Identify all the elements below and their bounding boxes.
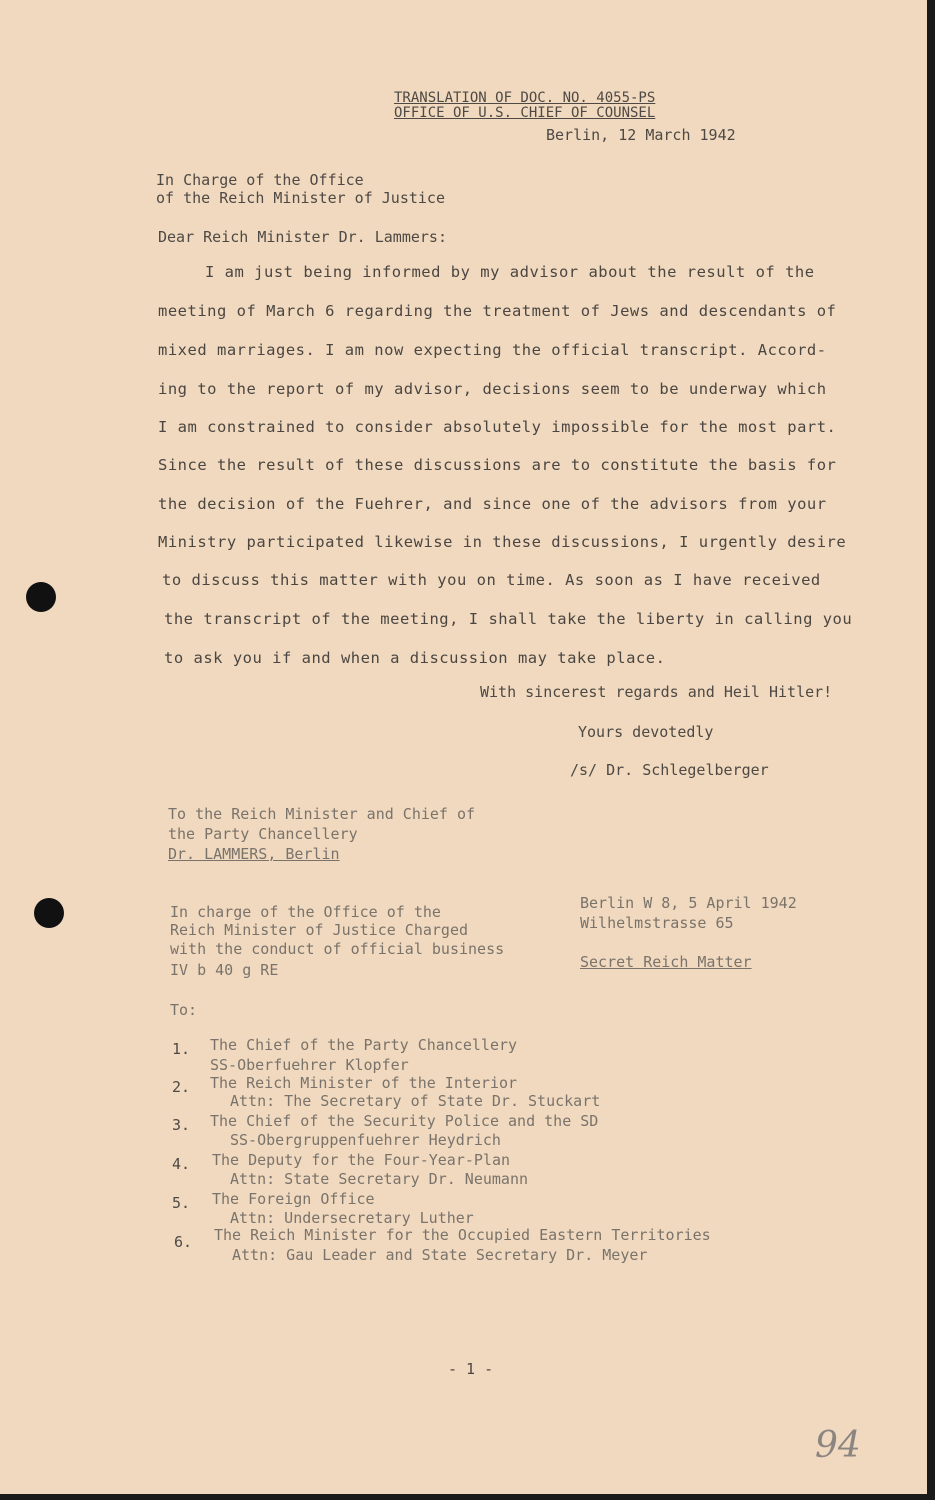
translation-heading: TRANSLATION OF DOC. NO. 4055-PS <box>394 90 656 106</box>
addressee-line: The Reich Minister of the Interior <box>210 1074 518 1092</box>
scan-edge-bottom <box>0 1494 935 1500</box>
sender-line: of the Reich Minister of Justice <box>156 189 445 207</box>
body-line: ing to the report of my advisor, decisions seem to be underway which <box>158 380 827 398</box>
body-line: I am constrained to consider absolutely impossible for the most part. <box>158 418 837 436</box>
body-line: mixed marriages. I am now expecting the official transcript. Accord- <box>158 341 827 359</box>
addressee-number: 5. <box>172 1194 191 1212</box>
from-line: Reich Minister of Justice Charged <box>170 921 469 939</box>
addressee-line: The Foreign Office <box>212 1190 375 1208</box>
body-line: the decision of the Fuehrer, and since one of the advisors from your <box>158 495 827 513</box>
body-line: Ministry participated likewise in these discussions, I urgently desire <box>158 533 847 551</box>
office-heading: OFFICE OF U.S. CHIEF OF COUNSEL <box>394 105 656 121</box>
body-line: I am just being informed by my advisor about the result of the <box>205 263 815 281</box>
signature: /s/ Dr. Schlegelberger <box>570 761 769 779</box>
addressee-line: Attn: State Secretary Dr. Neumann <box>230 1170 529 1188</box>
place-date: Berlin W 8, 5 April 1942 <box>580 894 797 912</box>
addressee-line: The Reich Minister for the Occupied Eastern Territories <box>214 1226 711 1244</box>
classification: Secret Reich Matter <box>580 953 752 971</box>
body-line: to discuss this matter with you on time. As soon as I have received <box>162 571 821 589</box>
scan-edge-right <box>927 0 935 1500</box>
sender-line: In Charge of the Office <box>156 171 364 189</box>
addressee-line: SS-Obergruppenfuehrer Heydrich <box>230 1131 501 1149</box>
addressee-number: 4. <box>172 1155 191 1173</box>
addressee-line: The Deputy for the Four-Year-Plan <box>212 1151 511 1169</box>
addressee-line: SS-Oberfuehrer Klopfer <box>210 1056 409 1074</box>
punch-hole-icon <box>26 582 56 612</box>
from-line: with the conduct of official business <box>170 940 505 958</box>
street: Wilhelmstrasse 65 <box>580 914 734 932</box>
body-line: meeting of March 6 regarding the treatment of Jews and descendants of <box>158 302 837 320</box>
addressee-line: Attn: Undersecretary Luther <box>230 1209 474 1227</box>
addressee-line: The Chief of the Security Police and the SD <box>210 1112 599 1130</box>
handwritten-page-number: 94 <box>815 1425 861 1466</box>
page-number: - 1 - <box>448 1360 494 1378</box>
punch-hole-icon <box>34 898 64 928</box>
addressee-line: Attn: The Secretary of State Dr. Stuckart <box>230 1092 601 1110</box>
recipient-line: Dr. LAMMERS, Berlin <box>168 845 340 863</box>
addressee-number: 2. <box>172 1078 191 1096</box>
from-line: In charge of the Office of the <box>170 903 441 921</box>
body-line: the transcript of the meeting, I shall take the liberty in calling you <box>164 610 853 628</box>
body-line: Since the result of these discussions are to constitute the basis for <box>158 456 837 474</box>
dateline: Berlin, 12 March 1942 <box>546 126 736 144</box>
addressee-line: Attn: Gau Leader and State Secretary Dr. Meyer <box>232 1246 648 1264</box>
addressee-number: 3. <box>172 1116 191 1134</box>
reference-number: IV b 40 g RE <box>170 961 279 979</box>
addressee-line: The Chief of the Party Chancellery <box>210 1036 518 1054</box>
closing-greeting: With sincerest regards and Heil Hitler! <box>480 683 833 701</box>
addressee-number: 6. <box>174 1233 193 1251</box>
addressee-number: 1. <box>172 1040 191 1058</box>
salutation: Dear Reich Minister Dr. Lammers: <box>158 228 447 246</box>
recipient-line: the Party Chancellery <box>168 825 358 843</box>
recipient-line: To the Reich Minister and Chief of <box>168 805 476 823</box>
closing-yours: Yours devotedly <box>578 723 714 741</box>
to-label: To: <box>170 1001 198 1019</box>
body-line: to ask you if and when a discussion may take place. <box>164 649 666 667</box>
